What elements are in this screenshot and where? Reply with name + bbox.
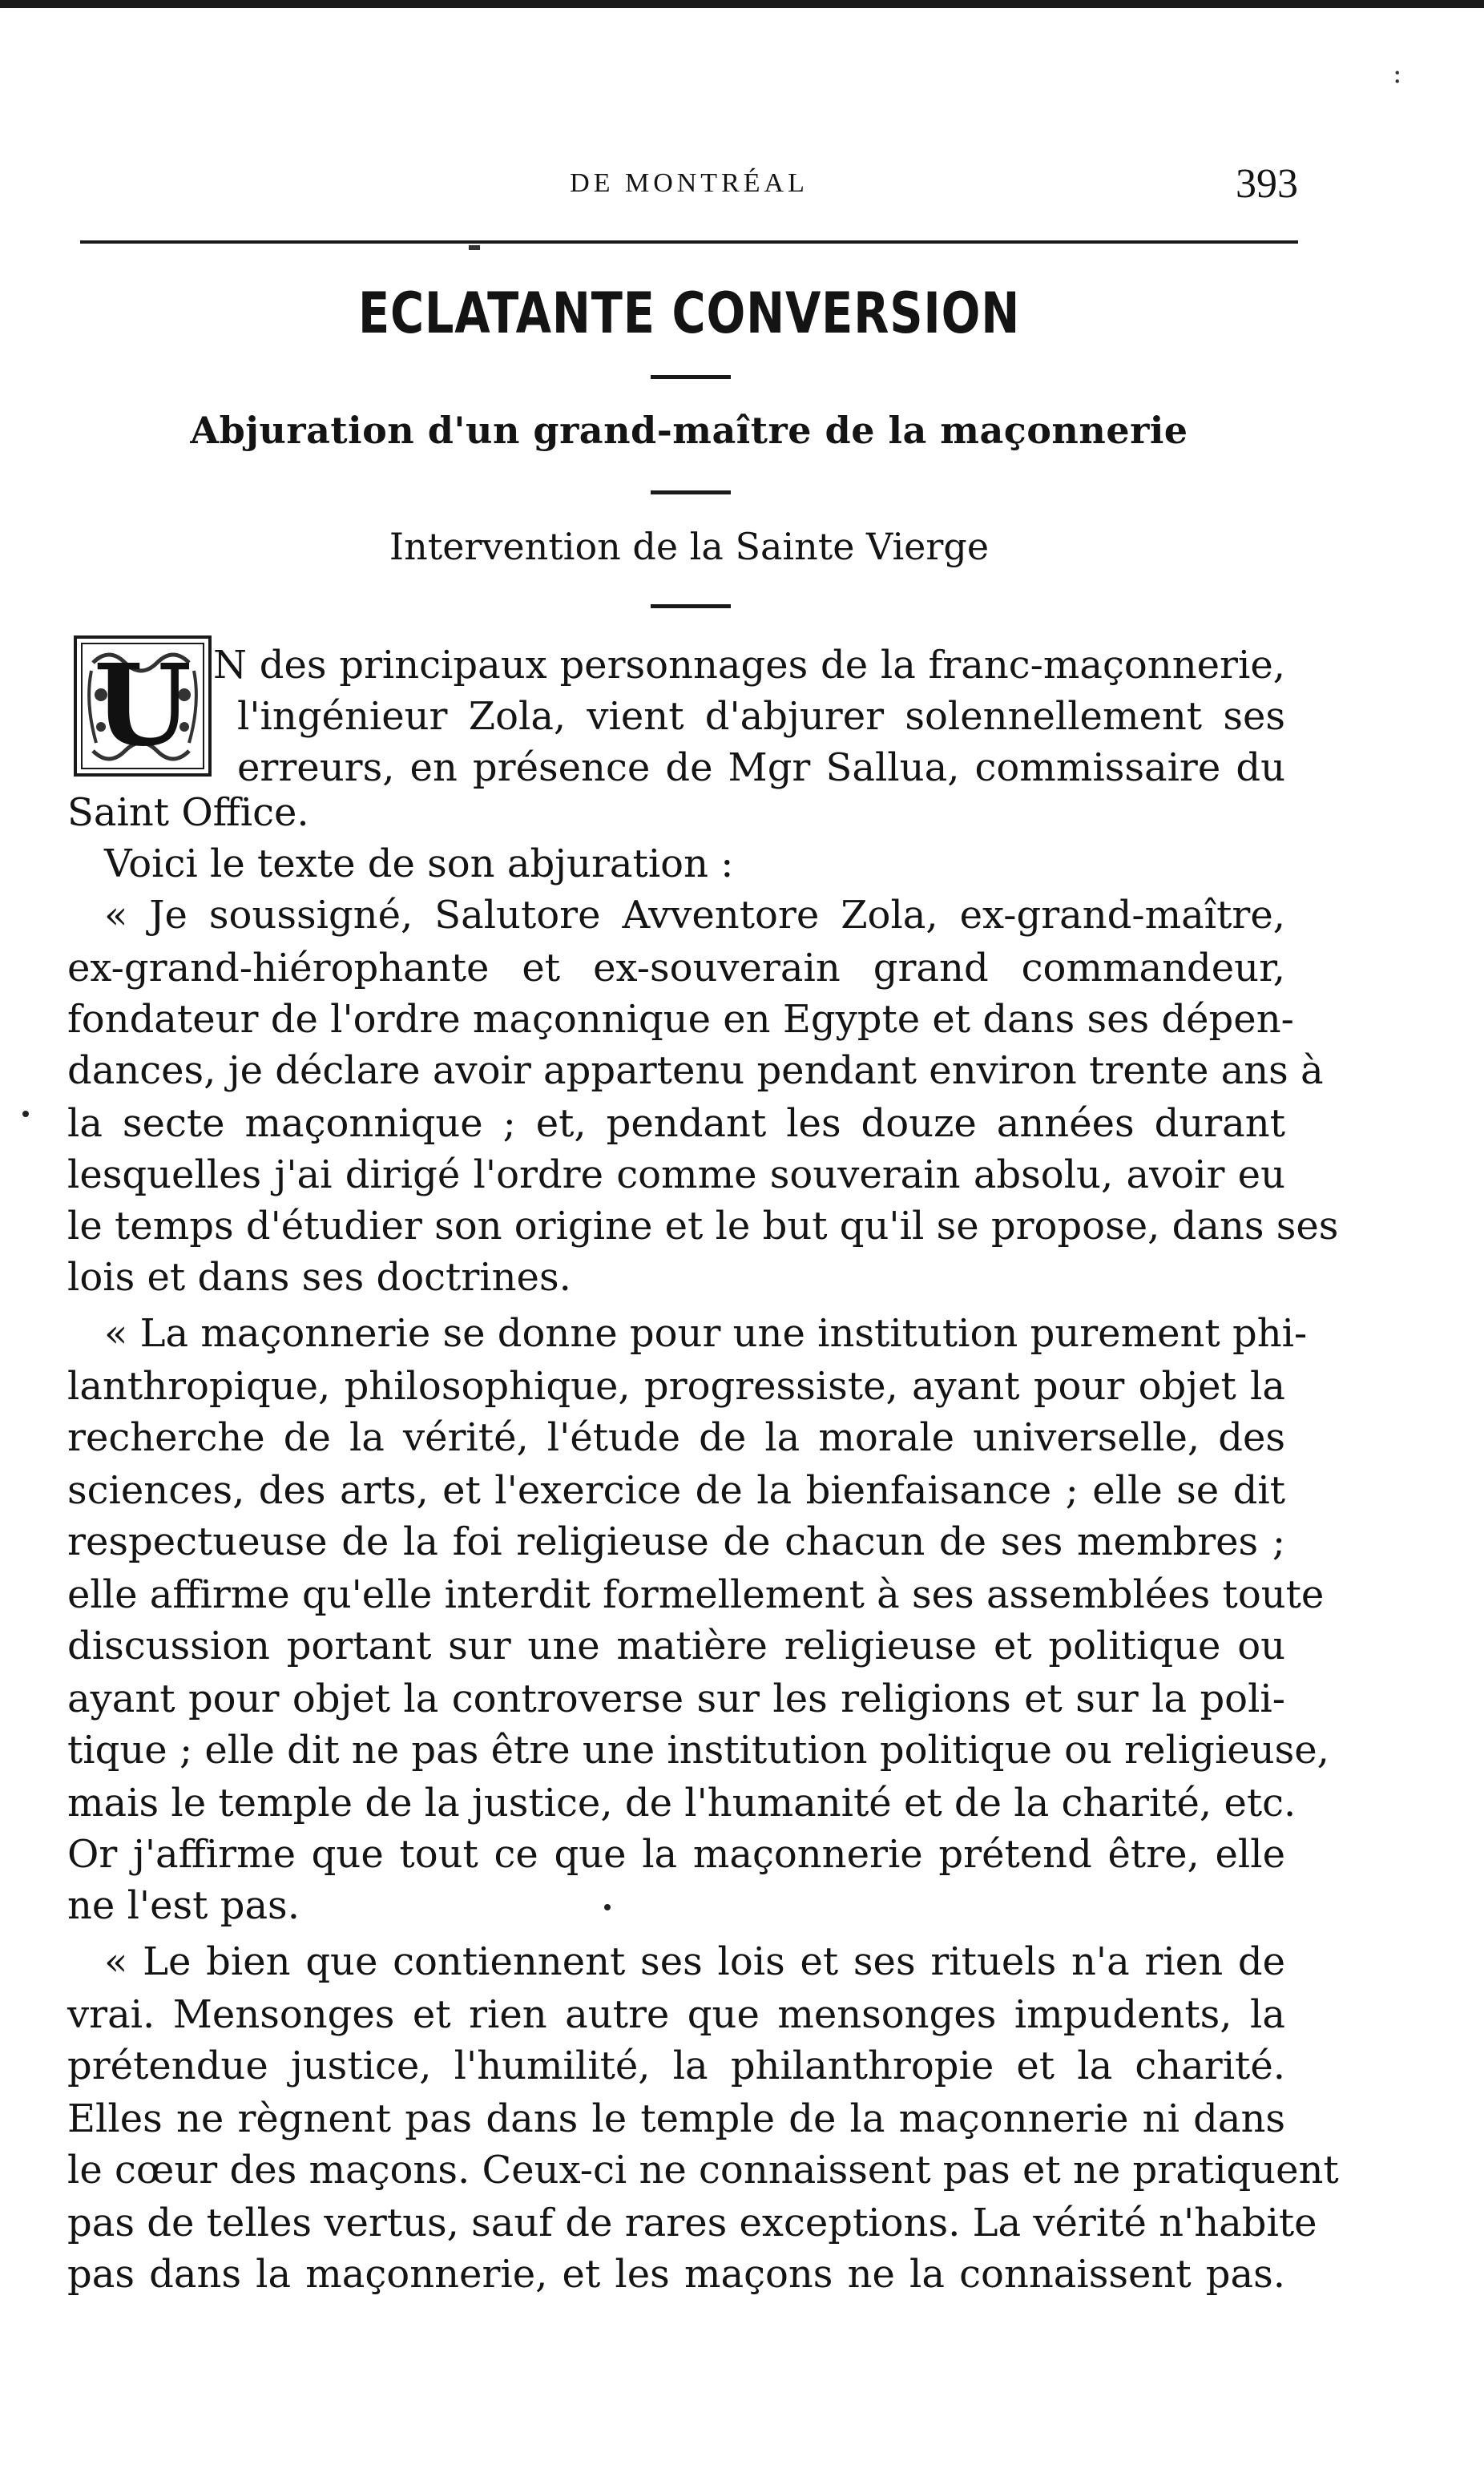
text-line: « La maçonnerie se donne pour une institution purement phi- (104, 1311, 1308, 1356)
header-rule (80, 240, 1298, 244)
subtitle-rule (651, 490, 731, 494)
text-line: sciences, des arts, et l'exercice de la bienfaisance ; elle se dit (67, 1468, 1285, 1513)
text-line: Or j'affirme que tout ce que la maçonnerie prétend être, elle (67, 1832, 1285, 1877)
text-line: tique ; elle dit ne pas être une institution politique ou religieuse, (67, 1728, 1329, 1773)
running-head (80, 160, 1298, 208)
drop-cap-initial (74, 635, 212, 777)
text-line: ex-grand-hiérophante et ex-souverain grand commandeur, (67, 946, 1285, 990)
text-line: Elles ne règnent pas dans le temple de la maçonnerie ni dans (67, 2096, 1285, 2141)
text-line: mais le temple de la justice, de l'humanité et de la charité, etc. (67, 1781, 1296, 1826)
text-line: l'ingénieur Zola, vient d'abjurer solennellement ses (237, 694, 1285, 739)
text-line: dances, je déclare avoir appartenu pendant environ trente ans à (67, 1048, 1324, 1093)
text-line: erreurs, en présence de Mgr Sallua, commissaire du (237, 745, 1285, 790)
text-line: lois et dans ses doctrines. (67, 1255, 571, 1300)
text-line: Voici le texte de son abjuration : (104, 841, 734, 886)
title-rule (651, 375, 731, 379)
text-line: Saint Office. (67, 790, 309, 835)
stray-mark (22, 1111, 29, 1117)
text-line: lanthropique, philosophique, progressiste, ayant pour objet la (67, 1364, 1285, 1409)
text-line: respectueuse de la foi religieuse de chacun de ses membres ; (67, 1519, 1285, 1564)
text-line: elle affirme qu'elle interdit formellement à ses assemblées toute (67, 1572, 1325, 1617)
text-line: le temps d'étudier son origine et le but qu'il se propose, dans ses (67, 1204, 1339, 1249)
article-subheading: Intervention de la Sainte Vierge (389, 525, 990, 568)
text-line: le cœur des maçons. Ceux-ci ne connaissent pas et ne pratiquent (67, 2148, 1339, 2193)
article-subtitle: Abjuration d'un grand-maître de la maçonnerie (190, 409, 1188, 452)
header-rule-mark (469, 245, 480, 250)
text-line: pas dans la maçonnerie, et les maçons ne la connaissent pas. (67, 2252, 1285, 2297)
text-line: prétendue justice, l'humilité, la philanthropie et la charité. (67, 2043, 1285, 2088)
margin-mark: : (1393, 58, 1402, 90)
text-line: lesquelles j'ai dirigé l'ordre comme souverain absolu, avoir eu (67, 1152, 1285, 1197)
page-top-edge (0, 0, 1484, 8)
article-title: ECLATANTE CONVERSION (357, 280, 1021, 346)
text-line: « Je soussigné, Salutore Avventore Zola, ex-grand-maître, (104, 893, 1285, 938)
text-line: ne l'est pas. (67, 1883, 300, 1928)
text-line: recherche de la vérité, l'étude de la morale universelle, des (67, 1415, 1285, 1460)
text-line: pas de telles vertus, sauf de rares exceptions. La vérité n'habite (67, 2201, 1317, 2245)
text-line: ayant pour objet la controverse sur les religions et sur la poli- (67, 1676, 1285, 1721)
text-line: vrai. Mensonges et rien autre que mensonges impudents, la (67, 1992, 1285, 2037)
running-head-title: DE MONTRÉAL (570, 168, 809, 198)
drop-cap-letter: U (93, 640, 192, 772)
text-line: la secte maçonnique ; et, pendant les douze années durant (67, 1101, 1285, 1146)
text-line: « Le bien que contiennent ses lois et ses rituels n'a rien de (104, 1939, 1285, 1984)
subheading-rule (651, 604, 731, 608)
text-line: N des principaux personnages de la franc-maçonnerie, (213, 643, 1285, 688)
stray-mark (604, 1904, 611, 1910)
text-line: fondateur de l'ordre maçonnique en Egypte et dans ses dépen- (67, 997, 1294, 1042)
page-number: 393 (1236, 161, 1298, 207)
text-line: discussion portant sur une matière religieuse et politique ou (67, 1624, 1285, 1668)
